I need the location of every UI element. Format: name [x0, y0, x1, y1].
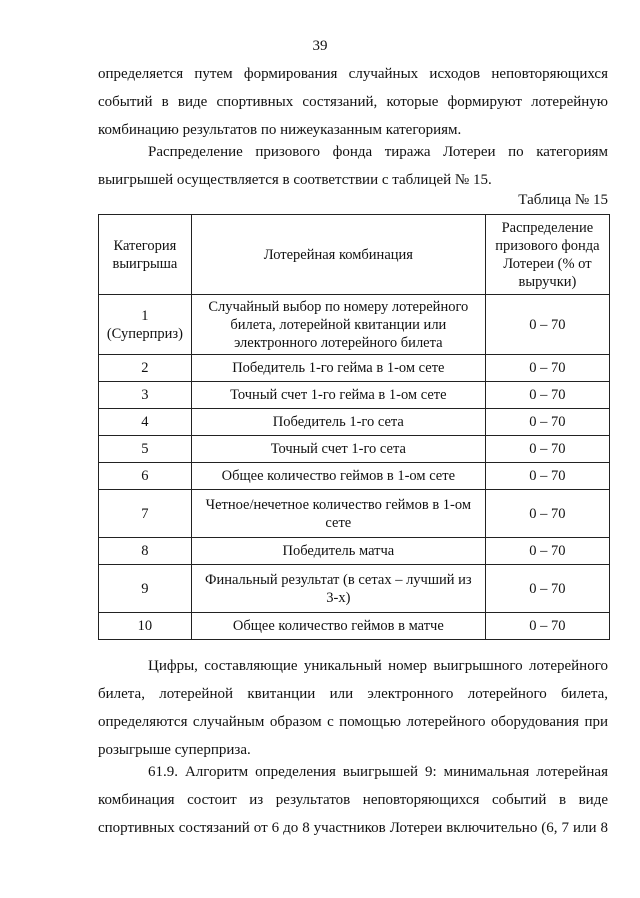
cell-combination: Победитель 1-го гейма в 1-ом сете [191, 355, 485, 382]
cell-combination: Победитель матча [191, 538, 485, 565]
table-row [99, 463, 610, 490]
cell-combination: Случайный выбор по номеру лотерейного билета, лотерейной квитанции или электронного лотерейного билета [191, 295, 485, 355]
text-line: выигрышей осуществляется в соответствии с таблицей № 15. [98, 172, 492, 188]
cell-share: 0 – 70 [485, 382, 609, 409]
cell-category: 4 [99, 409, 192, 436]
cell-combination: Точный счет 1-го гейма в 1-ом сете [191, 382, 485, 409]
text-line: комбинация состоит из результатов неповторяющихся событий в виде [98, 792, 608, 808]
table-row [99, 295, 610, 355]
header-category: Категория выигрыша [99, 215, 192, 295]
cell-category: 3 [99, 382, 192, 409]
cell-share: 0 – 70 [485, 436, 609, 463]
cell-category: 7 [99, 490, 192, 538]
table-row [99, 382, 610, 409]
text-line: комбинацию результатов по нижеуказанным категориям. [98, 122, 462, 138]
cell-category: 2 [99, 355, 192, 382]
text-line: событий в виде спортивных состязаний, которые формируют лотерейную [98, 94, 608, 110]
cell-share: 0 – 70 [485, 295, 609, 355]
text-line: определяются случайным образом с помощью лотерейного оборудования при [98, 714, 608, 730]
text-line: Распределение призового фонда тиража Лотереи по категориям [148, 144, 608, 160]
cell-combination: Точный счет 1-го сета [191, 436, 485, 463]
text-line: билета, лотерейной квитанции или электронного лотерейного билета, [98, 686, 608, 702]
distribution-paragraph [98, 138, 608, 194]
cell-combination: Общее количество геймов в матче [191, 613, 485, 640]
prize-distribution-table [98, 214, 610, 640]
header-share: Распределение призового фонда Лотереи (% от выручки) [485, 215, 609, 295]
cell-share: 0 – 70 [485, 409, 609, 436]
table-caption: Таблица № 15 [518, 192, 608, 208]
cell-category: 1 (Суперприз) [99, 295, 192, 355]
header-combination: Лотерейная комбинация [191, 215, 485, 295]
table-row [99, 409, 610, 436]
table-header-row [99, 215, 610, 295]
table-row [99, 436, 610, 463]
table-row [99, 565, 610, 613]
table-row [99, 613, 610, 640]
cell-combination: Общее количество геймов в 1-ом сете [191, 463, 485, 490]
algorithm-paragraph [98, 758, 608, 842]
text-line: 61.9. Алгоритм определения выигрышей 9: минимальная лотерейная [148, 764, 608, 780]
cell-share: 0 – 70 [485, 565, 609, 613]
cell-share: 0 – 70 [485, 490, 609, 538]
text-line: розыгрыше суперприза. [98, 742, 251, 758]
text-line: определяется путем формирования случайных исходов неповторяющихся [98, 66, 608, 82]
cell-category: 8 [99, 538, 192, 565]
cell-share: 0 – 70 [485, 463, 609, 490]
cell-category: 6 [99, 463, 192, 490]
table-row [99, 355, 610, 382]
cell-category: 9 [99, 565, 192, 613]
cell-category: 5 [99, 436, 192, 463]
digits-paragraph [98, 652, 608, 764]
cell-share: 0 – 70 [485, 355, 609, 382]
cell-share: 0 – 70 [485, 538, 609, 565]
page-number: 39 [312, 38, 328, 54]
table-row [99, 538, 610, 565]
text-line: спортивных состязаний от 6 до 8 участников Лотереи включительно (6, 7 или 8 [98, 820, 608, 836]
cell-combination: Финальный результат (в сетах – лучший из 3-х) [191, 565, 485, 613]
cell-share: 0 – 70 [485, 613, 609, 640]
text-line: Цифры, составляющие уникальный номер выигрышного лотерейного [148, 658, 608, 674]
intro-paragraph [98, 60, 608, 144]
table-row [99, 490, 610, 538]
cell-combination: Четное/нечетное количество геймов в 1-ом сете [191, 490, 485, 538]
cell-combination: Победитель 1-го сета [191, 409, 485, 436]
cell-category: 10 [99, 613, 192, 640]
